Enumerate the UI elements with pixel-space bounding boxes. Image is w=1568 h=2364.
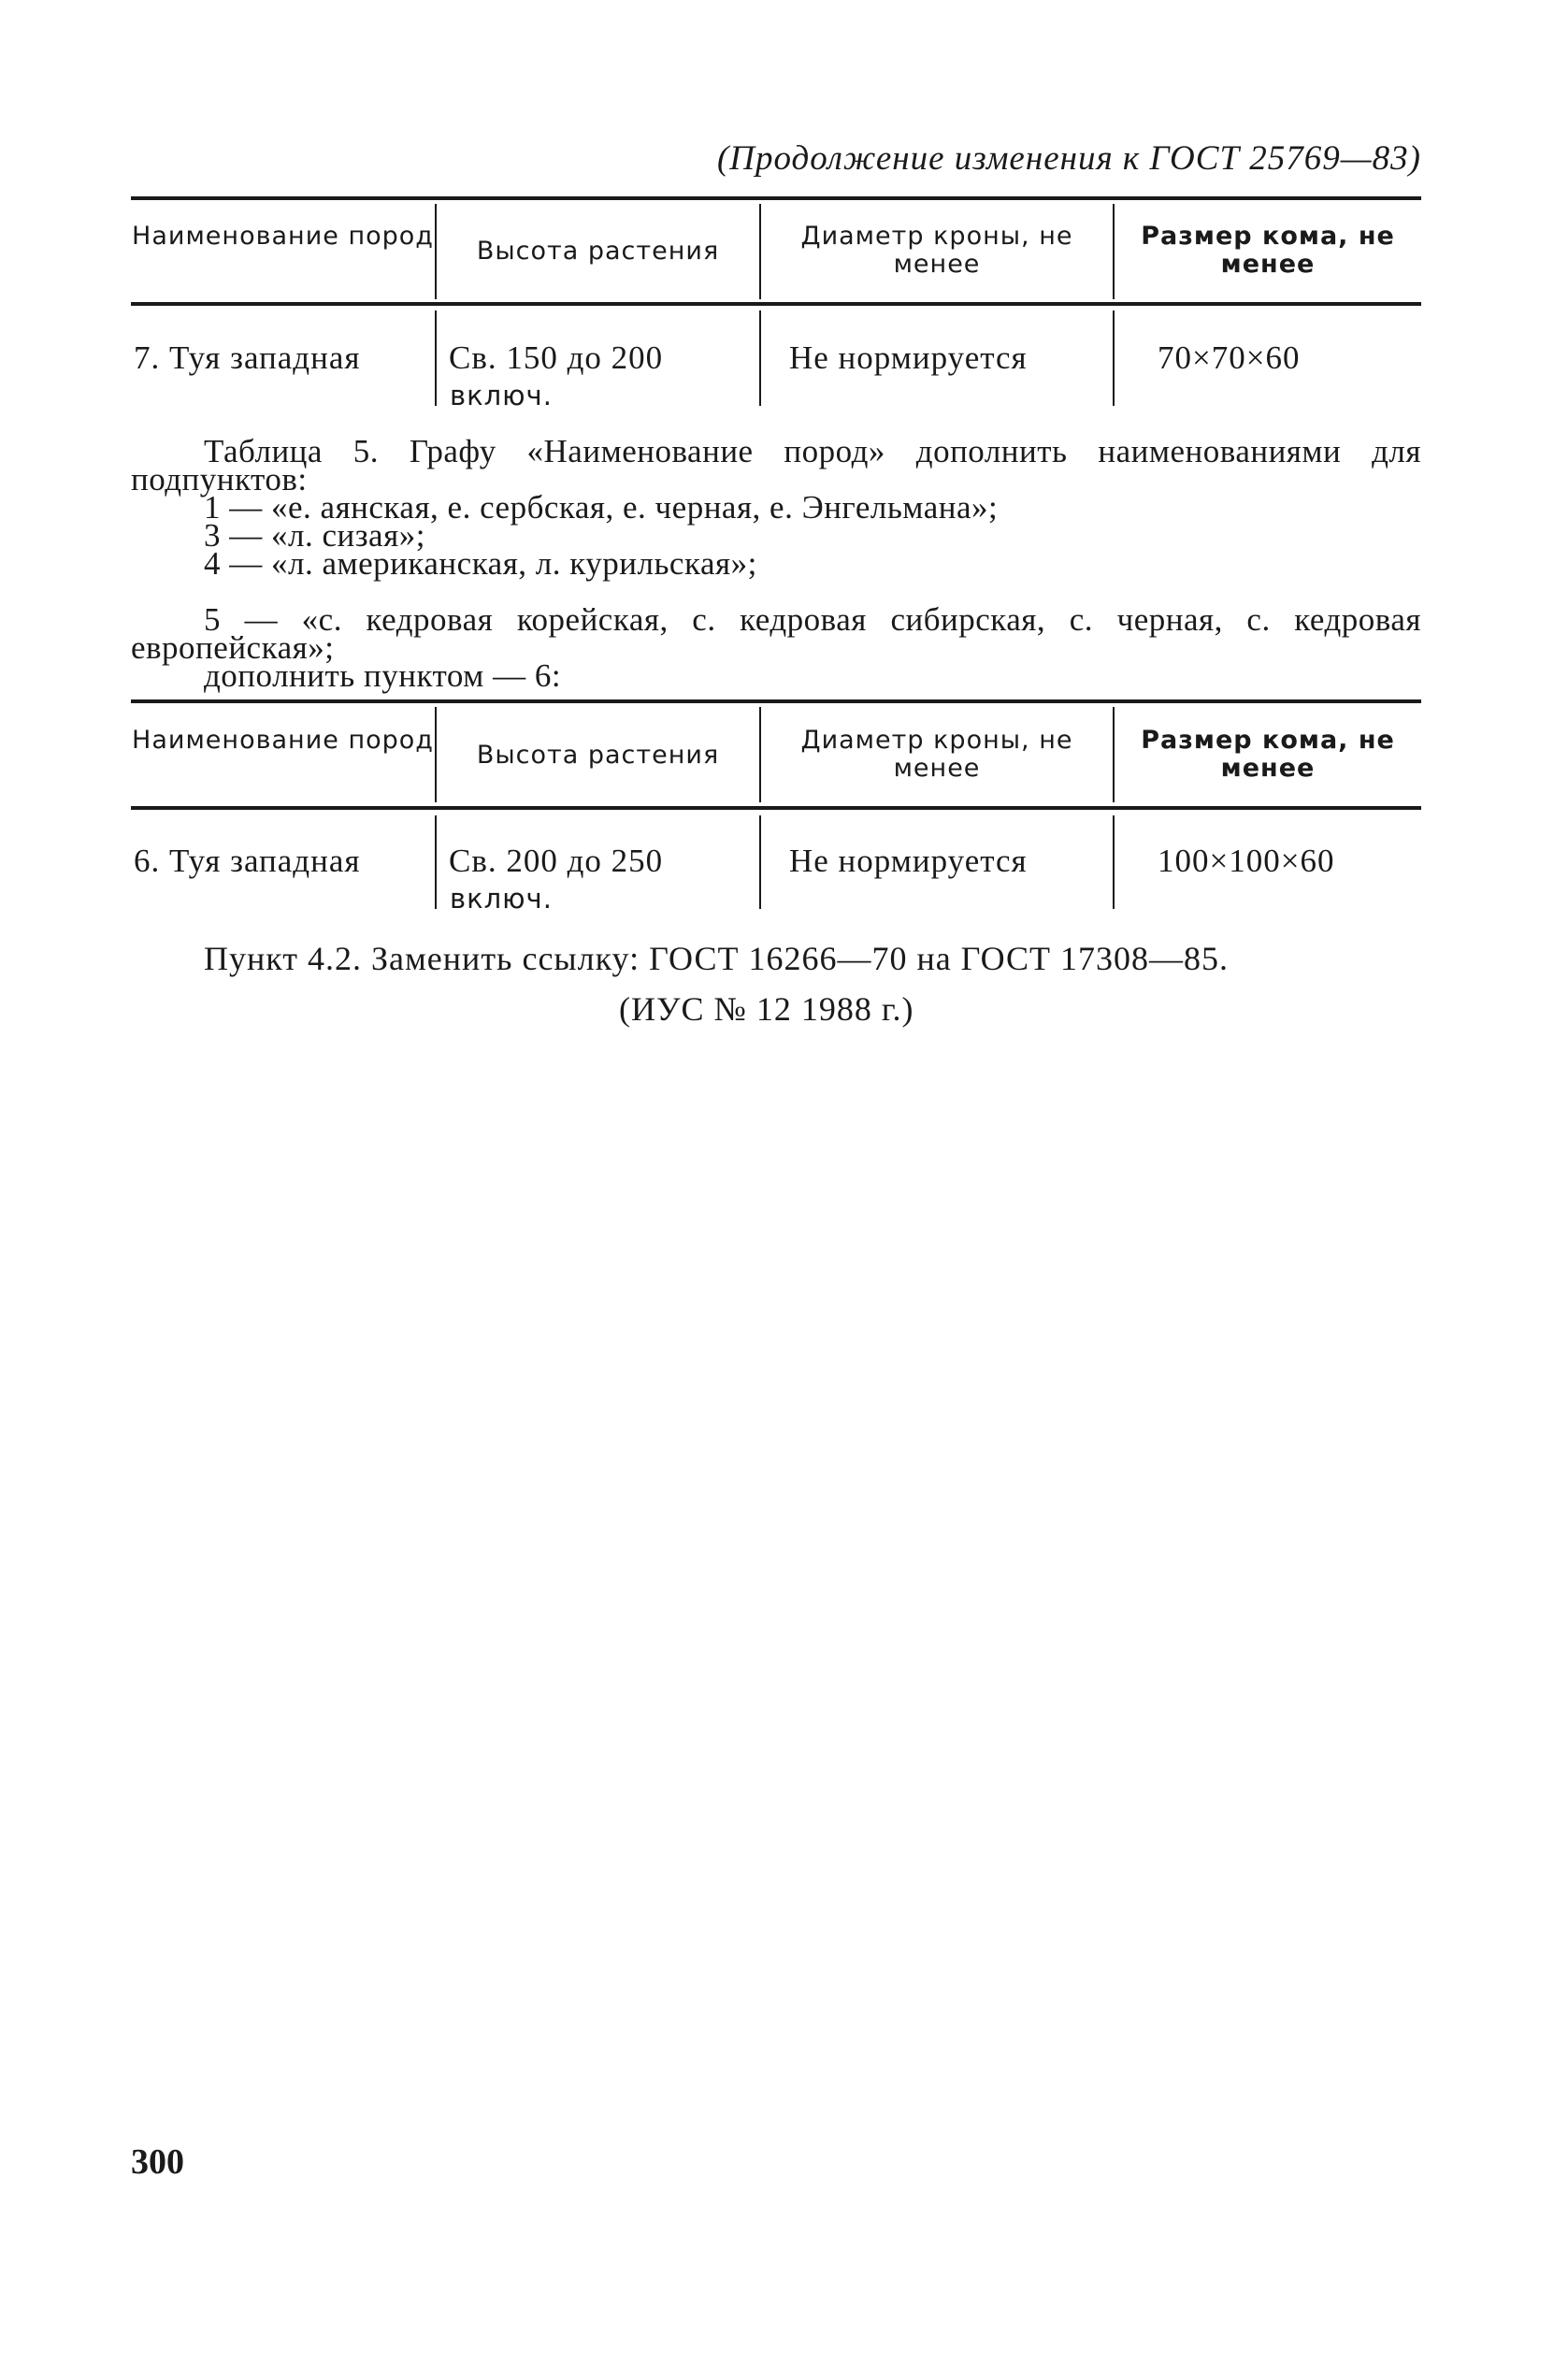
table-row-crown: Не нормируется bbox=[789, 843, 1028, 879]
table-top-rule bbox=[131, 196, 1421, 200]
list-item: 4 — «л. американская, л. курильская»; bbox=[204, 545, 757, 582]
header-root-ball: Размер кома, не менее bbox=[1141, 222, 1395, 279]
header-height: Высота растения bbox=[476, 237, 720, 266]
column-divider bbox=[435, 310, 437, 406]
list-item: 1 — «е. аянская, е. сербская, е. черная, е. Энгельмана»; bbox=[204, 489, 999, 526]
table-row-crown: Не нормируется bbox=[789, 339, 1028, 376]
table-row-species: 7. Туя западная bbox=[134, 339, 361, 376]
table-row-height: Св. 200 до 250 bbox=[449, 843, 664, 879]
table-header-rule bbox=[131, 302, 1421, 306]
table-row-height: Св. 150 до 200 bbox=[449, 339, 664, 376]
replacement-note: Пункт 4.2. Заменить ссылку: ГОСТ 16266—70 на ГОСТ 17308—85. bbox=[204, 940, 1230, 977]
paragraph-line: подпунктов: bbox=[131, 461, 308, 497]
page-number: 300 bbox=[131, 2142, 184, 2182]
header-crown: Диаметр кроны, не менее bbox=[800, 222, 1073, 279]
header-height: Высота растения bbox=[476, 741, 720, 770]
table-row-species: 6. Туя западная bbox=[134, 843, 361, 879]
header-species: Наименование пород bbox=[132, 222, 434, 251]
column-divider bbox=[759, 815, 761, 909]
header-species: Наименование пород bbox=[132, 726, 434, 755]
header-root-ball: Размер кома, не менее bbox=[1141, 726, 1395, 783]
column-divider bbox=[759, 310, 761, 406]
table-row-size: 70×70×60 bbox=[1158, 339, 1301, 376]
list-item: 3 — «л. сизая»; bbox=[204, 517, 425, 554]
paragraph-line: дополнить пунктом — 6: bbox=[204, 657, 562, 694]
paragraph-line: европейская»; bbox=[131, 629, 335, 666]
column-divider bbox=[435, 815, 437, 909]
ius-reference: (ИУС № 12 1988 г.) bbox=[619, 990, 914, 1028]
table-row-height-suffix: включ. bbox=[450, 883, 553, 915]
table-row-size: 100×100×60 bbox=[1158, 843, 1335, 879]
running-header: (Продолжение изменения к ГОСТ 25769—83) bbox=[716, 139, 1421, 178]
table-row-height-suffix: включ. bbox=[450, 380, 553, 411]
table-header-rule bbox=[131, 806, 1421, 810]
column-divider bbox=[1113, 310, 1115, 406]
list-item: 5 — «с. кедровая корейская, с. кедровая сибирская, с. черная, с. кедровая bbox=[204, 601, 1421, 638]
paragraph-line: Таблица 5. Графу «Наименование пород» дополнить наименованиями для bbox=[204, 433, 1421, 469]
table-top-rule bbox=[131, 699, 1421, 703]
column-divider bbox=[1113, 815, 1115, 909]
header-crown: Диаметр кроны, не менее bbox=[800, 726, 1073, 783]
